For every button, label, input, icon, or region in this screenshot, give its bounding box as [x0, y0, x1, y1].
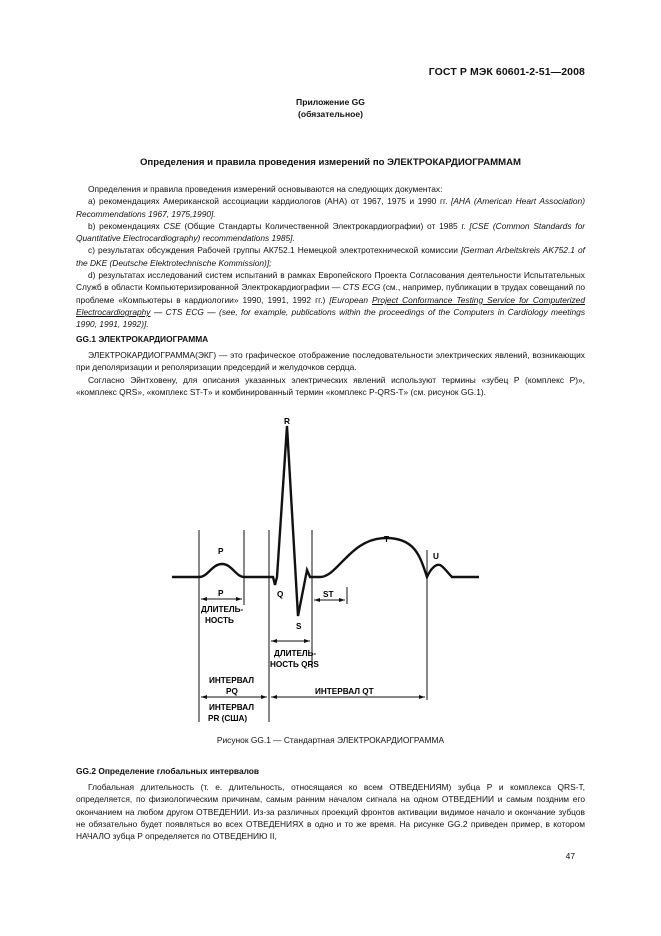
qrs-duration-label-1: ДЛИТЕЛЬ-: [274, 649, 317, 658]
arrowhead: [314, 598, 320, 602]
intro-item-b: b) рекомендациях CSE (Общие Стандарты Количественной Электрокардиографии) от 1985 г. [CSE (Common Standards for Quantitative Electrocardiography) recommendations 1985].: [76, 220, 586, 244]
qrs-duration-label-2: НОСТЬ QRS: [270, 660, 319, 669]
qt-interval-label: ИНТЕРВАЛ QT: [315, 687, 374, 696]
arrowhead: [339, 598, 345, 602]
p-duration-label-1: ДЛИТЕЛЬ-: [201, 605, 244, 614]
pr-interval-label-1: ИНТЕРВАЛ: [209, 703, 254, 712]
arrowhead: [236, 597, 242, 601]
wave-label-u: U: [433, 552, 439, 561]
gg2-paragraph-1: Глобальная длительность (т. е. длительность, относящаяся ко всем ОТВЕДЕНИЯМ) зубца Р и комплекса QRS-T, определяется, по физиологическим причинам, самым ранним началом сигнала на одном ОТВЕДЕНИИ и самым поздним его окончанием на любом другом ОТВЕДЕНИИ. Из-за различных проекций фронтов активации видимое начало и окончание зубцов не обязательно будет появляться во всех ОТВЕДЕНИЯХ в одно и то же время. На рисунке GG.2 приведен пример, в котором НАЧАЛО зубца Р определяется по ОТВЕДЕНИЮ II,: [76, 782, 585, 842]
arrowhead: [304, 639, 310, 643]
gg2-heading: GG.2 Определение глобальных интервалов: [76, 766, 260, 776]
arrowhead: [271, 695, 277, 699]
annex-status: (обязательное): [297, 109, 364, 119]
intro-item-c: с) результатах обсуждения Рабочей группы АК752.1 Немецкой электротехнической комиссии [German Arbeitskreis AK752.1 of the DKE (Deutsche Elektrotechnische Kommission)];: [76, 245, 585, 268]
wave-label-r: R: [284, 417, 290, 426]
wave-label-s: S: [296, 622, 302, 631]
segment-label-p: P: [218, 589, 224, 598]
gg2-block: [76, 781, 585, 842]
arrowhead: [419, 695, 425, 699]
pq-interval-label-2: PQ: [226, 687, 238, 696]
intro-item-a: а) рекомендациях Американской ассоциации кардиологов (AHA) от 1967, 1975 и 1990 гг. [AHA (American Heart Association) Recommendations 1967, 1975,1990].: [76, 196, 585, 219]
arrowhead: [201, 597, 207, 601]
annex-heading: Определения и правила проведения измерений по ЭЛЕКТРОКАРДИОГРАММАМ: [139, 157, 522, 168]
gg1-paragraph-2: Согласно Эйнтховену, для описания указанных электрических явлений используют термины «зубец Р (комплекс Р)», «комплекс QRS», «комплекс ST-T» и комбинированный термин «комплекс P-QRS-T» (см. рисунок GG.1).: [76, 374, 585, 397]
gg1-heading: GG.1 ЭЛЕКТРОКАРДИОГРАММА: [76, 334, 209, 344]
arrowhead: [261, 695, 267, 699]
segment-label-st: ST: [323, 590, 334, 599]
ecg-trace: [172, 426, 479, 616]
arrowhead: [201, 695, 207, 699]
intro-lead: Определения и правила проведения измерений основываются на следующих документах:: [88, 184, 443, 194]
pq-interval-label-1: ИНТЕРВАЛ: [209, 676, 254, 685]
wave-label-p: P: [218, 547, 224, 556]
p-duration-label-2: НОСТЬ: [205, 616, 234, 625]
wave-label-t: T: [384, 535, 390, 544]
annex-title: Приложение GG: [296, 97, 365, 107]
arrowhead: [271, 639, 277, 643]
wave-label-q: Q: [277, 590, 284, 599]
figure-caption: Рисунок GG.1 — Стандартная ЭЛЕКТРОКАРДИОГРАММА: [216, 735, 445, 745]
pr-interval-label-2: PR (США): [208, 714, 248, 723]
standard-header: ГОСТ Р МЭК 60601-2-51—2008: [428, 66, 585, 78]
page-number: 47: [565, 851, 575, 861]
intro-item-d: d) результатах исследований систем испытаний в рамках Европейского Проекта Согласования деятельности Испытательных Служб в области Компьютеризированной Электрокардиографии — CTS ECG (см., например, публикации в трудах совещаний по проблеме «Компьютеры в кардиологии» 1990, 1991, 1992 гг.) [European Project Conformance Testing Service for Computerized Electrocardiography — CTS ECG — (see, for example, publications within the proceedings of the Computers in Cardiology meetings 1990, 1991, 1992)].: [76, 270, 586, 330]
gg1-paragraph-1: ЭЛЕКТРОКАРДИОГРАММА(ЭКГ) — это графическое отображение последовательности электрических явлений, возникающих при деполяризации и реполяризации предсердий и желудочков сердца.: [76, 350, 585, 373]
